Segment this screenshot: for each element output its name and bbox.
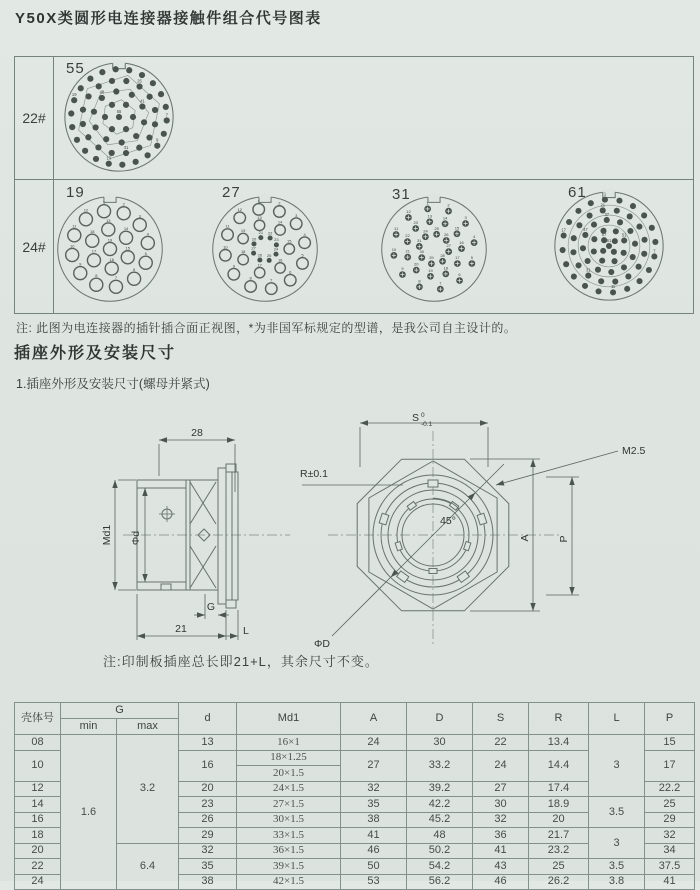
pin-count-label-61: 61 (568, 184, 587, 201)
svg-text:11: 11 (610, 284, 616, 290)
svg-text:12: 12 (406, 208, 411, 214)
svg-text:25: 25 (434, 225, 439, 231)
svg-text:3: 3 (464, 214, 467, 220)
svg-text:10: 10 (223, 244, 228, 250)
svg-text:18: 18 (90, 229, 95, 235)
svg-text:9: 9 (79, 261, 82, 267)
dim-p: P (558, 535, 570, 543)
table-cell: 36×1.5 (237, 843, 341, 859)
section-heading: 插座外形及安装尺寸 (14, 345, 177, 362)
svg-text:11: 11 (394, 225, 399, 231)
svg-text:13: 13 (106, 155, 112, 161)
table-row (15, 735, 695, 751)
table-cell: 39.2 (407, 781, 473, 797)
svg-text:9: 9 (401, 266, 404, 272)
svg-text:6: 6 (289, 269, 292, 275)
svg-text:16: 16 (109, 256, 114, 262)
svg-text:1: 1 (603, 191, 607, 197)
pin-count-label-55: 55 (66, 60, 85, 77)
svg-text:8: 8 (95, 273, 98, 279)
table-cell: 17 (645, 750, 695, 781)
svg-text:20: 20 (251, 236, 257, 242)
table-cell: 12 (15, 781, 61, 797)
table-cell: 08 (15, 735, 61, 751)
svg-text:55: 55 (116, 108, 122, 114)
pin-diagram-27 (209, 193, 321, 305)
col-header-s: S (473, 703, 529, 735)
svg-text:19: 19 (428, 267, 433, 273)
table-cell: 14 (15, 797, 61, 813)
svg-text:7: 7 (270, 277, 273, 283)
table-cell: 43 (473, 859, 529, 875)
col-header-g-max: max (117, 719, 179, 735)
table-cell: 22 (15, 859, 61, 875)
table-cell: 3 (589, 735, 645, 797)
svg-text:15: 15 (287, 238, 292, 244)
svg-text:13: 13 (106, 217, 111, 223)
dim-45deg: 45° (440, 515, 456, 527)
mounting-hole-crosshair (159, 506, 175, 522)
dim-md1: Md1 (101, 524, 113, 546)
dim-g: G (206, 601, 216, 613)
table-cell: 18 (15, 828, 61, 844)
svg-text:13: 13 (427, 213, 432, 219)
svg-text:1: 1 (426, 200, 429, 206)
table-cell: 45.2 (407, 812, 473, 828)
table-cell: 6.4 (117, 843, 179, 890)
table-cell: 17.4 (529, 781, 589, 797)
table-cell: 56.2 (407, 874, 473, 890)
svg-text:17: 17 (455, 255, 460, 261)
table-cell: 20 (179, 781, 237, 797)
col-header-l: L (589, 703, 645, 735)
table-cell: 3 (589, 828, 645, 859)
svg-text:17: 17 (561, 227, 566, 233)
table-cell: 33×1.5 (237, 828, 341, 844)
table-cell: 29 (645, 812, 695, 828)
svg-text:21: 21 (600, 202, 606, 208)
svg-text:14: 14 (123, 226, 129, 232)
svg-text:7: 7 (165, 112, 168, 118)
table-cell: 53 (341, 874, 407, 890)
table-cell: 36 (473, 828, 529, 844)
pin-combination-table (14, 56, 694, 314)
pin-count-label-27: 27 (222, 184, 241, 201)
svg-text:7: 7 (653, 248, 656, 254)
table-cell: 42.2 (407, 797, 473, 813)
col-header-d: d (179, 703, 237, 735)
dim-s-upper-tol: 0 (421, 412, 425, 419)
svg-text:10: 10 (69, 243, 75, 249)
svg-text:41: 41 (140, 98, 145, 104)
pin-count-label-31: 31 (392, 186, 411, 203)
table-cell: 46 (341, 843, 407, 859)
svg-text:12: 12 (237, 206, 242, 212)
svg-text:26: 26 (257, 252, 263, 258)
table-cell: 46 (473, 874, 529, 890)
svg-text:13: 13 (257, 215, 262, 221)
diagram-cell-22 (54, 57, 693, 179)
svg-text:14: 14 (442, 215, 448, 221)
table-cell: 41 (645, 874, 695, 890)
table-cell: 27 (473, 781, 529, 797)
table-cell: 16×1 (237, 735, 341, 751)
svg-text:2: 2 (122, 201, 125, 207)
svg-text:21: 21 (258, 229, 264, 235)
svg-text:15: 15 (454, 225, 460, 231)
table-cell: 26.2 (529, 874, 589, 890)
table-cell: 27 (341, 750, 407, 781)
dim-s: S (411, 412, 419, 424)
dimension-table (14, 702, 695, 890)
table-cell: 38 (179, 874, 237, 890)
table-cell: 23.2 (529, 843, 589, 859)
table-cell: 32 (473, 812, 529, 828)
table-cell: 35 (179, 859, 237, 875)
svg-text:28: 28 (440, 252, 445, 258)
svg-text:2: 2 (278, 200, 281, 206)
svg-text:8: 8 (249, 275, 252, 281)
table-header-row (15, 703, 695, 719)
col-header-shell: 壳体号 (15, 703, 61, 735)
dim-s-lower-tol: -0.1 (421, 421, 433, 428)
svg-text:18: 18 (443, 265, 449, 271)
svg-text:24: 24 (423, 228, 428, 234)
castellation-notches (379, 480, 487, 582)
table-cell: 15 (645, 735, 695, 751)
table-cell: 3.5 (589, 797, 645, 828)
dim-m25: M2.5 (622, 445, 646, 457)
table-cell: 24×1.5 (237, 781, 341, 797)
table-cell: 24 (473, 750, 529, 781)
table-cell: 32 (341, 781, 407, 797)
table-row-22 (15, 57, 693, 180)
table-cell: 26 (179, 812, 237, 828)
table-cell: 30 (407, 735, 473, 751)
svg-text:12: 12 (83, 207, 89, 213)
svg-text:10: 10 (391, 246, 397, 252)
table-cell: 3.2 (117, 735, 179, 844)
table-cell: 22 (473, 735, 529, 751)
svg-text:27: 27 (251, 245, 256, 251)
svg-text:31: 31 (417, 237, 422, 243)
table-row-24 (15, 180, 693, 313)
svg-text:22: 22 (405, 233, 410, 239)
table-cell: 3.8 (589, 874, 645, 890)
svg-text:14: 14 (277, 219, 283, 225)
svg-text:4: 4 (303, 231, 306, 237)
table-cell: 32 (645, 828, 695, 844)
table-cell: 10 (15, 750, 61, 781)
table-cell: 24 (15, 874, 61, 890)
svg-text:1: 1 (257, 198, 260, 204)
dim-28: 28 (191, 427, 203, 439)
table-cell: 32 (179, 843, 237, 859)
table-cell: 38 (341, 812, 407, 828)
svg-text:26: 26 (444, 231, 449, 237)
col-header-r: R (529, 703, 589, 735)
svg-text:11: 11 (225, 223, 230, 229)
table-cell: 20×1.5 (237, 766, 341, 782)
page-title: Y50X类圆形电连接器接触件组合代号图表 (15, 10, 322, 27)
svg-text:2: 2 (447, 202, 450, 208)
dim-phi-D: ΦD (314, 638, 330, 650)
table-cell: 21.7 (529, 828, 589, 844)
dim-21: 21 (175, 623, 187, 635)
svg-text:15: 15 (125, 245, 130, 251)
svg-text:1: 1 (102, 199, 106, 205)
pin-diagram-19 (54, 193, 166, 305)
table-cell: 29 (179, 828, 237, 844)
svg-text:7: 7 (439, 280, 442, 286)
table-cell: 1.6 (61, 735, 117, 890)
svg-text:17: 17 (257, 262, 262, 268)
table-cell: 24 (341, 735, 407, 751)
dim-phi-d: Φd (130, 530, 142, 546)
table-cell: 14.4 (529, 750, 589, 781)
svg-text:19: 19 (71, 91, 77, 97)
col-header-md1: Md1 (237, 703, 341, 735)
col-header-dd: D (407, 703, 473, 735)
table-cell: 27×1.5 (237, 797, 341, 813)
svg-text:48: 48 (99, 89, 105, 95)
table-cell: 50 (341, 859, 407, 875)
svg-text:16: 16 (459, 240, 464, 246)
footnote-pin-chart: 注: 此图为电连接器的插针插合面正视图，*为非国军标规定的型谱，是我公司自主设计的。 (16, 321, 517, 335)
col-header-g: G (61, 703, 179, 719)
table-cell: 20 (529, 812, 589, 828)
dim-l: L (243, 625, 249, 637)
svg-text:29: 29 (429, 255, 434, 261)
pin-count-label-19: 19 (66, 184, 85, 201)
table-cell: 18×1.25 (237, 750, 341, 766)
svg-text:3: 3 (295, 212, 298, 218)
side-view-body (123, 464, 290, 608)
svg-text:20: 20 (414, 261, 419, 267)
pin-diagram-61 (552, 189, 666, 303)
svg-text:9: 9 (156, 137, 159, 143)
svg-text:37: 37 (604, 211, 609, 217)
col-header-a: A (341, 703, 407, 735)
footnote-drawing: 注:印制板插座总长即21+L，其余尺寸不变。 (103, 654, 379, 669)
pin-diagram-55 (61, 59, 177, 175)
table-cell: 13 (179, 735, 237, 751)
svg-text:8: 8 (418, 278, 421, 284)
dim-r-tol: R±0.1 (300, 468, 328, 480)
svg-text:24: 24 (273, 246, 279, 252)
svg-text:31: 31 (123, 144, 129, 150)
svg-text:57: 57 (601, 231, 607, 237)
table-cell: 37.5 (645, 859, 695, 875)
svg-text:27: 27 (446, 243, 451, 249)
svg-text:5: 5 (144, 251, 147, 257)
svg-text:6: 6 (458, 272, 461, 278)
svg-text:16: 16 (277, 257, 283, 263)
svg-text:23: 23 (274, 237, 279, 243)
socket-front-view-drawing (300, 393, 695, 685)
socket-side-view-drawing (85, 418, 310, 666)
svg-text:23: 23 (413, 219, 418, 225)
table-cell: 25 (529, 859, 589, 875)
svg-text:61: 61 (606, 237, 612, 243)
svg-text:7: 7 (114, 275, 118, 281)
svg-text:5: 5 (470, 255, 474, 261)
front-view-dimensions (300, 412, 646, 650)
col-header-p: P (645, 703, 695, 735)
table-cell: 35 (341, 797, 407, 813)
table-cell: 48 (407, 828, 473, 844)
table-cell: 13.4 (529, 735, 589, 751)
table-cell: 33.2 (407, 750, 473, 781)
table-cell: 20 (15, 843, 61, 859)
svg-text:4: 4 (146, 231, 149, 237)
table-cell: 41 (473, 843, 529, 859)
table-cell: 25 (645, 797, 695, 813)
svg-text:19: 19 (240, 228, 246, 234)
table-cell: 41 (341, 828, 407, 844)
shell-size-label-24: 24# (15, 180, 54, 313)
svg-text:30: 30 (419, 249, 424, 255)
table-cell: 42×1.5 (237, 874, 341, 890)
svg-text:21: 21 (405, 248, 410, 254)
table-cell: 50.2 (407, 843, 473, 859)
table-cell: 23 (179, 797, 237, 813)
shell-size-label-22: 22# (15, 57, 54, 179)
svg-text:25: 25 (266, 252, 272, 258)
table-cell: 34 (645, 843, 695, 859)
svg-text:9: 9 (232, 263, 235, 269)
col-header-g-min: min (61, 719, 117, 735)
table-cell: 16 (15, 812, 61, 828)
table-cell: 30×1.5 (237, 812, 341, 828)
table-cell: 22.2 (645, 781, 695, 797)
section-subheading: 1.插座外形及安装尺寸(螺母并紧式) (16, 377, 210, 391)
svg-text:4: 4 (472, 234, 476, 240)
svg-text:22: 22 (267, 230, 273, 236)
table-cell: 18.9 (529, 797, 589, 813)
svg-text:18: 18 (240, 249, 246, 255)
svg-text:25: 25 (137, 78, 142, 84)
svg-text:17: 17 (91, 248, 97, 254)
svg-text:51: 51 (621, 232, 627, 238)
svg-text:6: 6 (132, 267, 136, 273)
svg-text:11: 11 (72, 223, 77, 229)
table-cell: 3.5 (589, 859, 645, 875)
pin-diagram-31 (378, 193, 490, 305)
table-cell: 16 (179, 750, 237, 781)
svg-text:31: 31 (586, 267, 591, 273)
table-cell: 39×1.5 (237, 859, 341, 875)
svg-text:3: 3 (138, 213, 141, 219)
table-cell: 30 (473, 797, 529, 813)
svg-text:47: 47 (583, 226, 588, 232)
table-cell: 54.2 (407, 859, 473, 875)
dim-a: A (519, 534, 531, 542)
svg-text:19: 19 (107, 237, 113, 243)
diagram-cell-24 (54, 180, 693, 313)
svg-text:5: 5 (301, 252, 304, 258)
